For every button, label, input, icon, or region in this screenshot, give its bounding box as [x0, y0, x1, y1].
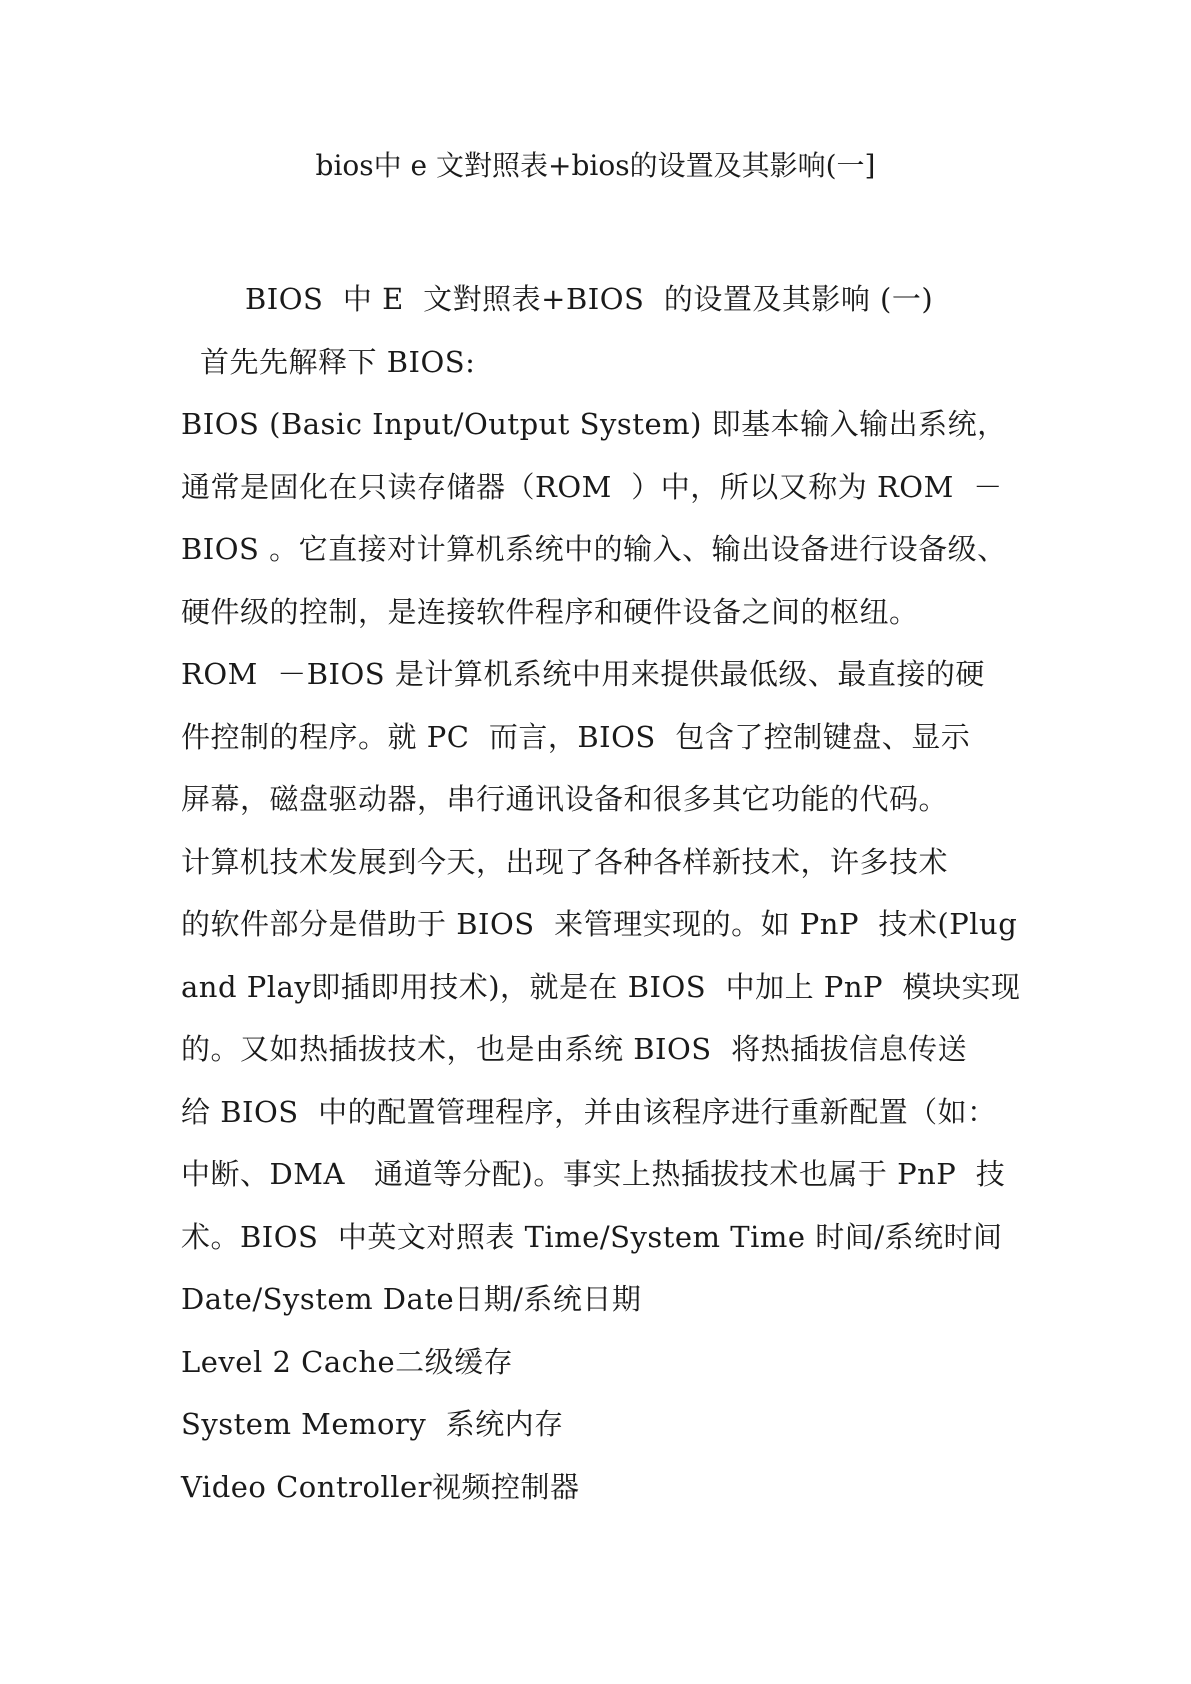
section-heading: BIOS 中 E 文對照表+BIOS 的设置及其影响 (一): [245, 282, 934, 316]
paragraph-line: 术。BIOS 中英文对照表 Time/System Time 时间/系统时间: [181, 1219, 1003, 1254]
paragraph-line: 屏幕，磁盘驱动器，串行通讯设备和很多其它功能的代码。: [181, 782, 949, 816]
paragraph-line: 的软件部分是借助于 BIOS 来管理实现的。如 PnP 技术(Plug: [181, 907, 1018, 941]
paragraph-line: and Play即插即用技术)，就是在 BIOS 中加上 PnP 模块实现: [181, 969, 1021, 1004]
glossary-entry: System Memory 系统内存: [181, 1407, 564, 1441]
glossary-entry: Level 2 Cache二级缓存: [181, 1344, 514, 1379]
paragraph-line: BIOS 。它直接对计算机系统中的输入、输出设备进行设备级、: [181, 532, 1007, 566]
paragraph-line: 给 BIOS 中的配置管理程序，并由该程序进行重新配置（如：: [181, 1094, 997, 1129]
paragraph-line: 件控制的程序。就 PC 而言，BIOS 包含了控制键盘、显示: [181, 719, 971, 754]
document-body: [181, 268, 1021, 1518]
paragraph-line: 首先先解释下 BIOS:: [200, 344, 476, 379]
paragraph-line: ROM －BIOS 是计算机系统中用来提供最低级、最直接的硬: [181, 657, 985, 691]
paragraph-line: 的。又如热插拔技术，也是由系统 BIOS 将热插拔信息传送: [181, 1032, 968, 1066]
paragraph-line: 计算机技术发展到今天，出现了各种各样新技术，许多技术: [181, 844, 949, 879]
paragraph-line: BIOS (Basic Input/Output System) 即基本输入输出系统，: [181, 407, 1007, 441]
glossary-entry: Video Controller视频控制器: [181, 1469, 580, 1504]
paragraph-line: 通常是固化在只读存储器（ROM ）中，所以又称为 ROM －: [181, 469, 1003, 504]
paragraph-line: 中断、DMA 通道等分配)。事实上热插拔技术也属于 PnP 技: [181, 1157, 1006, 1191]
glossary-entry: Date/System Date日期/系统日期: [181, 1282, 642, 1316]
paragraph-line: 硬件级的控制，是连接软件程序和硬件设备之间的枢纽。: [181, 594, 919, 629]
document-title: bios中 e 文對照表+bios的设置及其影响(一]: [315, 149, 876, 182]
